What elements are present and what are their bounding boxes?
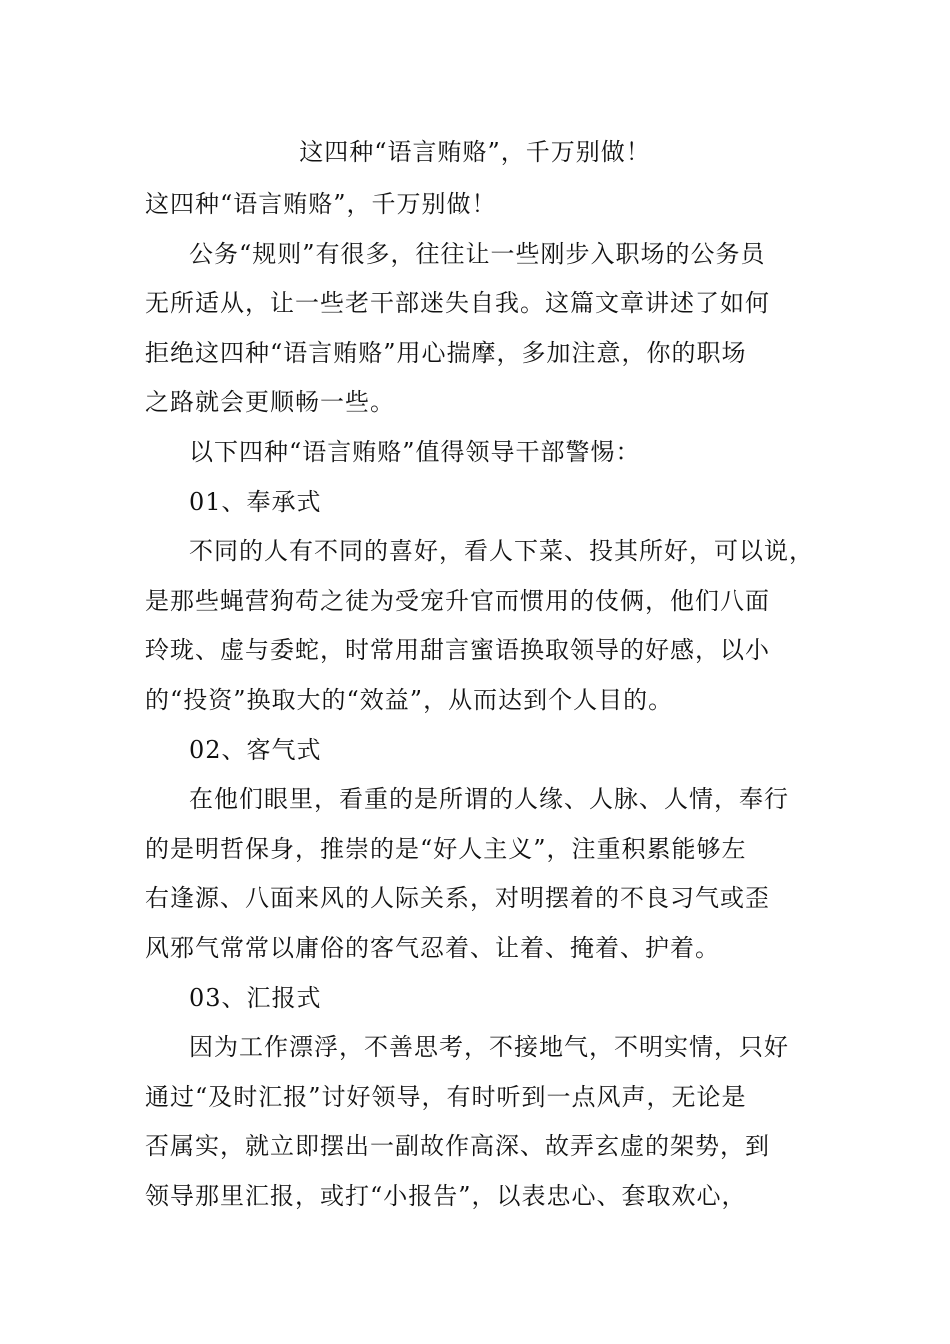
paragraph-line: 的是明哲保身，推崇的是“好人主义”，注重积累能够左 (145, 834, 747, 863)
paragraph-line: 玲珑、虚与委蛇，时常用甜言蜜语换取领导的好感，以小 (145, 636, 770, 665)
section-heading: 03、汇报式 (189, 983, 322, 1012)
section-heading: 02、客气式 (189, 735, 322, 764)
paragraph-line: 通过“及时汇报”讨好领导，有时听到一点风声，无论是 (145, 1082, 747, 1111)
paragraph-line: 不同的人有不同的喜好，看人下菜、投其所好，可以说， (189, 537, 814, 566)
paragraph-line: 否属实，就立即摆出一副故作高深、故弄玄虚的架势，到 (145, 1132, 770, 1161)
paragraph-line: 右逢源、八面来风的人际关系，对明摆着的不良习气或歪 (145, 884, 770, 913)
paragraph-line: 之路就会更顺畅一些。 (145, 388, 395, 417)
heading-repeat: 这四种“语言贿赂”，千万别做！ (145, 190, 497, 218)
paragraph-line: 无所适从，让一些老干部迷失自我。这篇文章讲述了如何 (145, 289, 770, 318)
paragraph-line: 公务“规则”有很多，往往让一些刚步入职场的公务员 (189, 239, 766, 268)
document-title: 这四种“语言贿赂”，千万别做！ (299, 138, 651, 166)
document-body (145, 180, 845, 1221)
paragraph-line: 领导那里汇报，或打“小报告”，以表忠心、套取欢心， (145, 1181, 747, 1210)
paragraph-line: 在他们眼里，看重的是所谓的人缘、人脉、人情，奉行 (189, 785, 789, 814)
paragraph-line: 以下四种“语言贿赂”值得领导干部警惕： (189, 437, 641, 466)
paragraph-line: 是那些蝇营狗苟之徒为受宠升官而惯用的伎俩，他们八面 (145, 586, 770, 615)
paragraph-line: 因为工作漂浮，不善思考，不接地气，不明实情，只好 (189, 1033, 789, 1062)
paragraph-line: 的“投资”换取大的“效益”，从而达到个人目的。 (145, 685, 674, 714)
section-heading: 01、奉承式 (189, 487, 322, 516)
paragraph-line: 风邪气常常以庸俗的客气忍着、让着、掩着、护着。 (145, 933, 720, 962)
paragraph-line: 拒绝这四种“语言贿赂”用心揣摩，多加注意，你的职场 (145, 338, 747, 367)
